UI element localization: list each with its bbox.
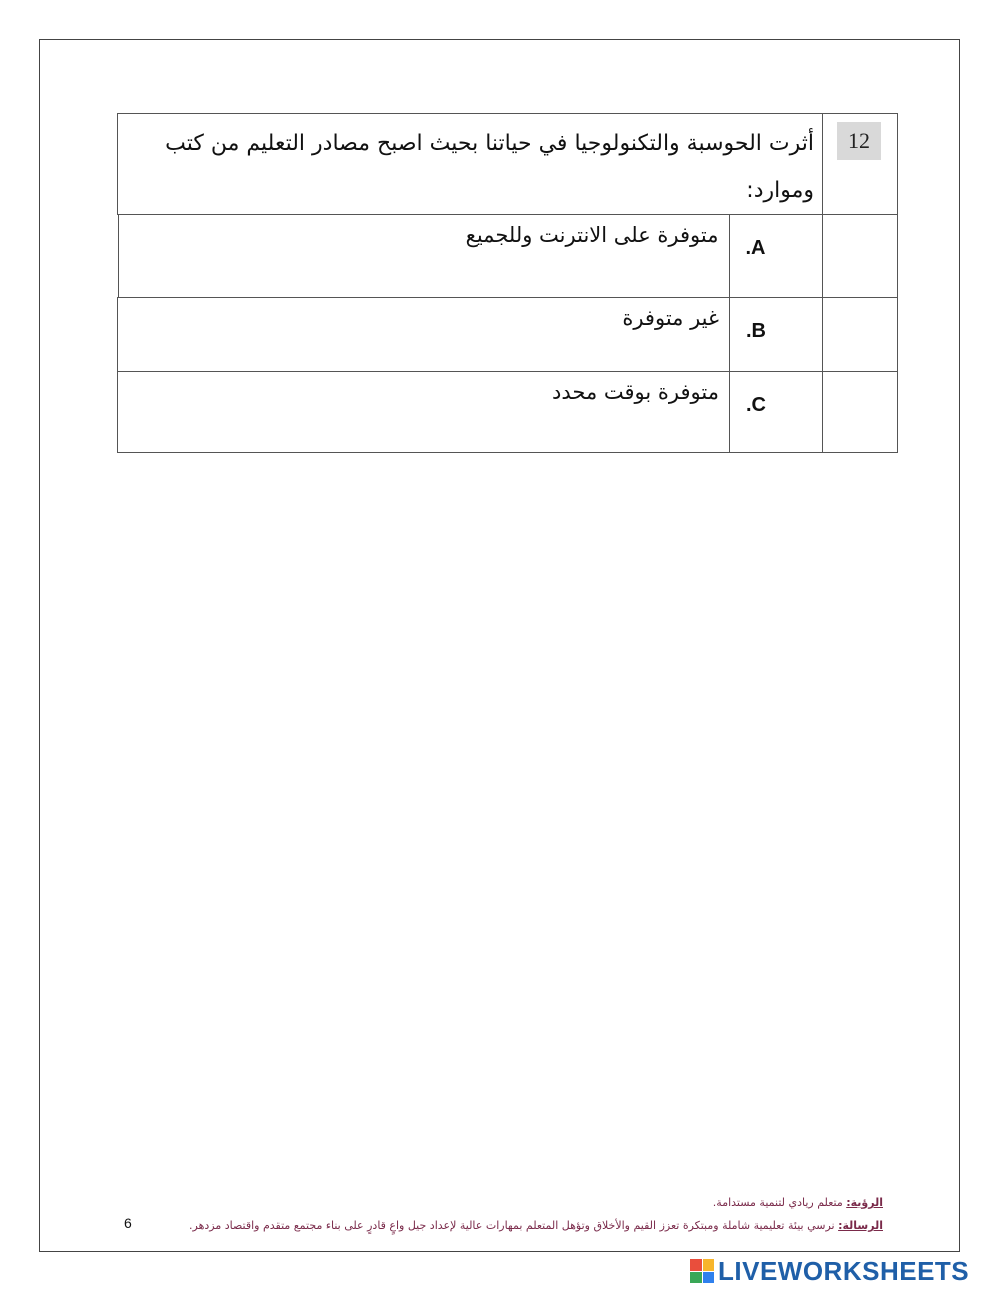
- question-row: [118, 114, 898, 215]
- option-text-a: متوفرة على الانترنت وللجميع: [465, 223, 719, 247]
- option-letter-c: C.: [745, 394, 766, 416]
- page-footer: [189, 1191, 883, 1237]
- answer-box-c[interactable]: [823, 372, 898, 452]
- option-text-c: متوفرة بوقت محدد: [552, 380, 719, 404]
- question-text-cell: [118, 114, 823, 215]
- option-letter-b: B.: [745, 320, 766, 342]
- question-number-cell: [823, 114, 898, 215]
- mission-line: [189, 1214, 883, 1237]
- mission-text: نرسي بيئة تعليمية شاملة ومبتكرة تعزز القيم والأخلاق وتؤهل المتعلم بمهارات عالية لإعداد جيل واعٍ قادرٍ على بناء مجتمع متقدم واقتصاد مزدهر.: [189, 1219, 839, 1232]
- vision-text: متعلم ريادي لتنمية مستدامة.: [712, 1196, 847, 1209]
- question-text: أثرت الحوسبة والتكنولوجيا في حياتنا بحيث اصبح مصادر التعليم من كتب وموارد:: [165, 131, 814, 203]
- mission-label: الرسالة:: [838, 1219, 883, 1232]
- answer-box-a[interactable]: [822, 215, 897, 297]
- question-table: [117, 113, 898, 453]
- brand-name: LIVEWORKSHEETS: [718, 1255, 970, 1286]
- page-number: 6: [124, 1215, 132, 1231]
- liveworksheets-brand[interactable]: [690, 1256, 969, 1286]
- vision-label: الرؤية:: [846, 1196, 883, 1209]
- answer-box-b[interactable]: [823, 298, 898, 371]
- option-row-b[interactable]: [118, 298, 898, 372]
- option-letter-a: A.: [745, 237, 766, 259]
- option-row-c[interactable]: [118, 372, 898, 453]
- option-row-a[interactable]: [118, 215, 898, 298]
- vision-line: [189, 1191, 883, 1214]
- liveworksheets-logo-icon: [690, 1259, 714, 1283]
- question-number: 12: [837, 122, 881, 160]
- option-text-b: غير متوفرة: [622, 306, 719, 330]
